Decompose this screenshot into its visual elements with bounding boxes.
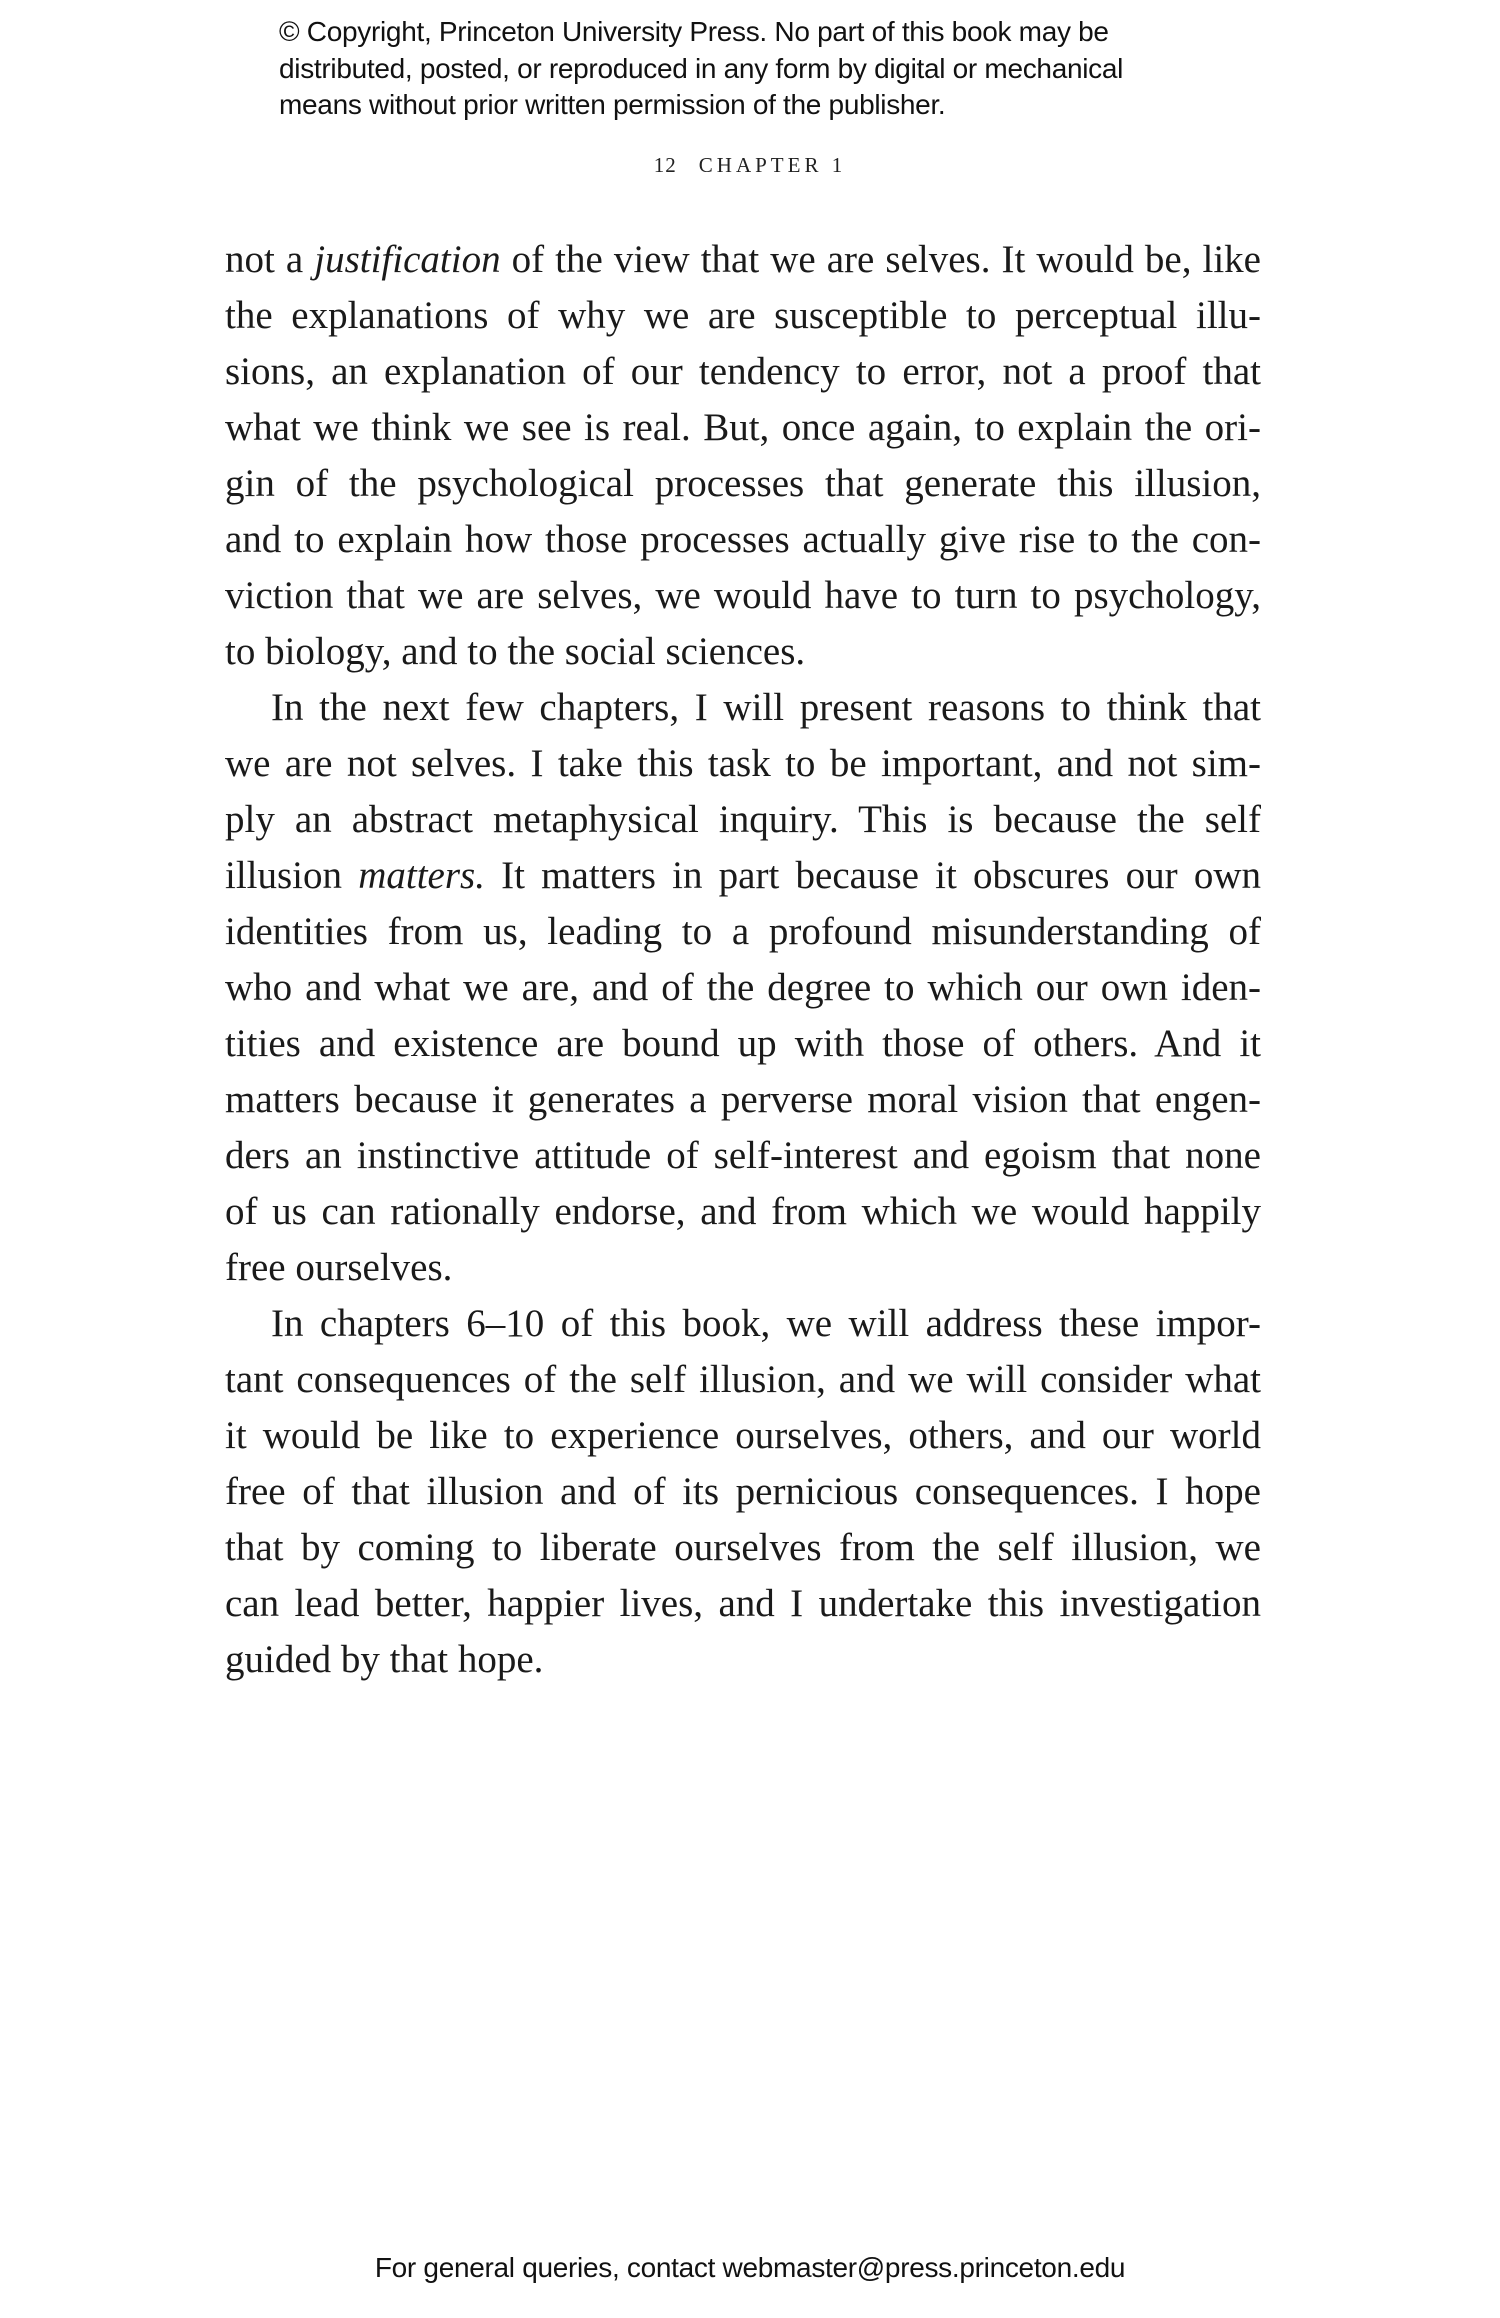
text-line: In chapters 6–10 of this book, we will address these impor-: [271, 1302, 1261, 1345]
running-head: [0, 153, 1500, 178]
text-line: it would be like to experience ourselves, others, and our world: [225, 1414, 1261, 1457]
text-line: the explanations of why we are susceptible to perceptual illu-: [225, 294, 1261, 337]
text-line: that by coming to liberate ourselves from the self illusion, we: [225, 1526, 1261, 1569]
text-line: illusion matters. It matters in part because it obscures our own: [225, 854, 1261, 897]
text-line: who and what we are, and of the degree to which our own iden-: [225, 966, 1261, 1009]
text-line: and to explain how those processes actually give rise to the con-: [225, 518, 1261, 561]
copyright-line: means without prior written permission of the publisher.: [279, 89, 946, 120]
text-line: free of that illusion and of its pernicious consequences. I hope: [225, 1470, 1261, 1513]
text-line: tities and existence are bound up with those of others. And it: [225, 1022, 1261, 1065]
text-line: tant consequences of the self illusion, and we will consider what: [225, 1358, 1261, 1401]
paragraph: [225, 232, 1261, 680]
text-line: sions, an explanation of our tendency to error, not a proof that: [225, 350, 1261, 393]
text-line: can lead better, happier lives, and I undertake this investigation: [225, 1582, 1261, 1625]
emphasis: matters.: [358, 854, 485, 897]
page-number: 12: [653, 153, 677, 177]
text-line: matters because it generates a perverse moral vision that engen-: [225, 1078, 1261, 1121]
text-line: ders an instinctive attitude of self-interest and egoism that none: [225, 1134, 1261, 1177]
footer-contact: For general queries, contact webmaster@press.princeton.edu: [374, 2252, 1126, 2283]
copyright-line: © Copyright, Princeton University Press. No part of this book may be: [279, 16, 1109, 47]
text-line: we are not selves. I take this task to be important, and not sim-: [225, 742, 1261, 785]
text-line: what we think we see is real. But, once again, to explain the ori-: [225, 406, 1261, 449]
text-line: gin of the psychological processes that generate this illusion,: [225, 462, 1261, 505]
text-line: to biology, and to the social sciences.: [225, 630, 806, 673]
chapter-label: CHAPTER 1: [698, 153, 847, 177]
text-line: identities from us, leading to a profound misunderstanding of: [225, 910, 1261, 953]
copyright-notice: [279, 14, 1259, 124]
paragraph: [225, 1296, 1261, 1688]
copyright-line: distributed, posted, or reproduced in any form by digital or mechanical: [279, 52, 1124, 84]
text-line: viction that we are selves, we would have to turn to psychology,: [225, 574, 1261, 617]
text-line: free ourselves.: [225, 1246, 453, 1289]
text-line: of us can rationally endorse, and from which we would happily: [225, 1190, 1261, 1233]
body-text: [225, 232, 1261, 1688]
emphasis: justification: [314, 238, 501, 281]
text-line: In the next few chapters, I will present reasons to think that: [271, 686, 1261, 729]
text-line: ply an abstract metaphysical inquiry. This is because the self: [225, 798, 1261, 841]
text-line: guided by that hope.: [225, 1638, 544, 1681]
paragraph: [225, 680, 1261, 1296]
text-line: not a justification of the view that we are selves. It would be, like: [225, 238, 1261, 281]
